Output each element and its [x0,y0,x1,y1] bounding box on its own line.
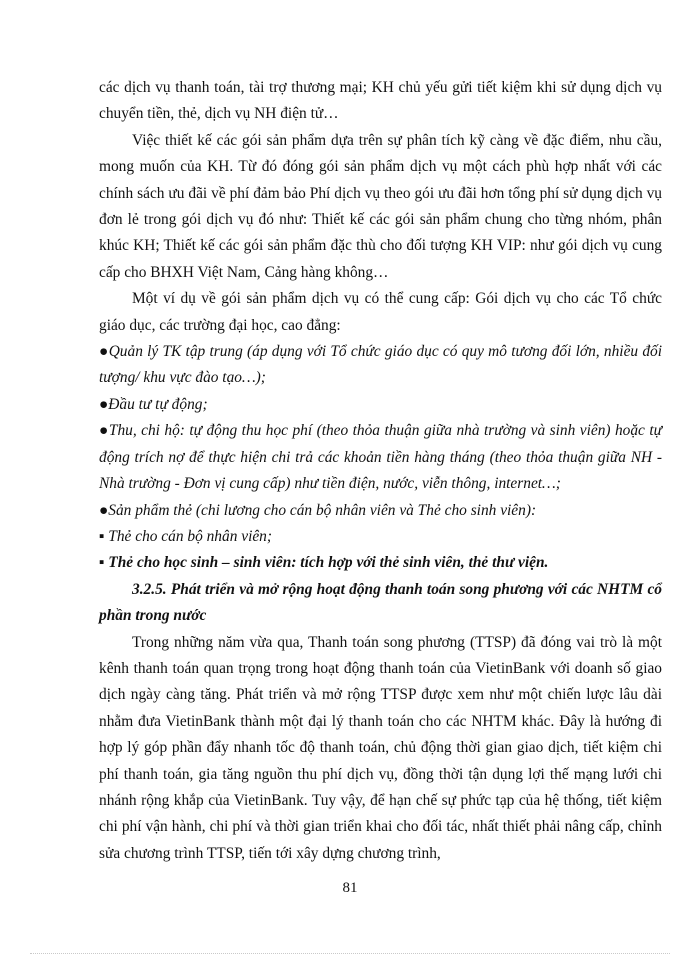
paragraph-continuation: các dịch vụ thanh toán, tài trợ thương mại; KH chủ yếu gửi tiết kiệm khi sử dụng dịch vụ chuyển tiền, thẻ, dịch vụ NH điện tử… [99,79,662,123]
bullet-centralized-account: ●Quản lý TK tập trung (áp dụng với Tổ chức giáo dục có quy mô tương đối lớn, nhiều đối tượng/ khu vực đào tạo…); [99,343,662,387]
paragraph-example-intro: Một ví dụ về gói sản phẩm dịch vụ có thể cung cấp: Gói dịch vụ cho các Tổ chức giáo dục, các trường đại học, cao đẳng: [99,290,662,334]
bullet-student-card: ▪ Thẻ cho học sinh – sinh viên: tích hợp với thẻ sinh viên, thẻ thư viện. [99,554,549,572]
section-heading: 3.2.5. Phát triển và mở rộng hoạt động thanh toán song phương với các NHTM cổ phần trong nước [99,580,662,625]
paragraph-ttsp: Trong những năm vừa qua, Thanh toán song phương (TTSP) đã đóng vai trò là một kênh thanh toán quan trọng trong hoạt động thanh toán của VietinBank với doanh số giao dịch ngày càng tăng. Phát triển và mở rộng TTSP được xem như một chiến lược lâu dài nhằm đưa VietinBank thành một đại lý thanh toán cho các NHTM khác. Đây là hướng đi hợp lý góp phần đẩy nhanh tốc độ thanh toán, chủ động thời gian giao dịch, tiết kiệm chi phí thanh toán, gia tăng nguồn thu phí dịch vụ, đồng thời tận dụng lợi thế mạng lưới chi nhánh rộng khắp của VietinBank. Tuy vậy, để hạn chế sự phức tạp của hệ thống, tiết kiệm chi phí vận hành, chi phí và thời gian triển khai cho đối tác, nhất thiết phải nâng cấp, chỉnh sửa chương trình TTSP, tiến tới xây dựng chương trình, [99,633,662,862]
bullet-card-products: ●Sản phẩm thẻ (chi lương cho cán bộ nhân viên và Thẻ cho sinh viên): [99,501,537,519]
page-bottom-divider [30,953,670,954]
bullet-staff-card: ▪ Thẻ cho cán bộ nhân viên; [99,527,273,545]
bullet-collection-payment: ●Thu, chi hộ: tự động thu học phí (theo thỏa thuận giữa nhà trường và sinh viên) hoặc tự động trích nợ để thực hiện chi trả các khoản tiền hàng tháng (theo thỏa thuận giữa NH - Nhà trường - Đơn vị cung cấp) như tiền điện, nước, viễn thông, internet…; [99,422,662,493]
paragraph-package-design: Việc thiết kế các gói sản phẩm dựa trên sự phân tích kỹ càng về đặc điểm, nhu cầu, mong muốn của KH. Từ đó đóng gói sản phẩm dịch vụ một cách phù hợp nhất với các chính sách ưu đãi về phí đảm bảo Phí dịch vụ theo gói ưu đãi hơn tổng phí sử dụng dịch vụ đơn lẻ trong gói dịch vụ đó như: Thiết kế các gói sản phẩm chung cho từng nhóm, phân khúc KH; Thiết kế các gói sản phẩm đặc thù cho đối tượng KH VIP: như gói dịch vụ cung cấp cho BHXH Việt Nam, Cảng hàng không… [99,131,662,281]
body-text [99,75,662,867]
page-number: 81 [342,880,358,896]
bullet-auto-invest: ●Đầu tư tự động; [99,395,208,413]
